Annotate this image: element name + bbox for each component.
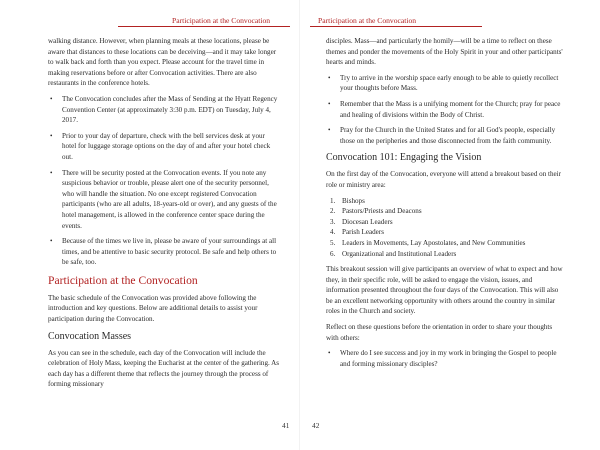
questions-list	[326, 348, 564, 369]
list-item: • Try to arrive in the worship space early enough to be able to quietly recollect your thoughts before Mass.	[326, 73, 564, 94]
role-label: Bishops	[342, 196, 365, 205]
role-number: 1.	[330, 196, 336, 205]
list-item	[326, 249, 564, 260]
list-item	[326, 206, 564, 217]
role-label: Diocesan Leaders	[342, 217, 393, 226]
list-item	[326, 196, 564, 207]
role-label: Parish Leaders	[342, 228, 384, 237]
mass-tips-list	[326, 73, 564, 147]
left-page-number: 41	[282, 421, 290, 430]
role-label: Organizational and Institutional Leaders	[342, 249, 457, 258]
vision-paragraph: On the first day of the Convocation, everyone will attend a breakout based on their role or ministry area:	[326, 170, 562, 189]
section-paragraph: The basic schedule of the Convocation was provided above following the introduction and key questions. Below are additional details to assist your participation during the Convocation.	[48, 293, 258, 324]
section-heading: Participation at the Convocation	[48, 273, 198, 287]
left-bullet-list	[48, 94, 280, 268]
list-item	[326, 217, 564, 228]
list-item	[326, 238, 564, 249]
list-item: • Where do I see success and joy in my work in bringing the Gospel to people and forming missionary disciples?	[326, 348, 564, 369]
role-number: 2.	[330, 207, 336, 216]
right-page-number: 42	[312, 421, 320, 430]
reflect-paragraph: Reflect on these questions before the orientation in order to share your thoughts with others:	[326, 323, 553, 342]
list-item: • There will be security posted at the Convocation events. If you note any suspicious behavior or trouble, please alert one of the security personnel, who will handle the situation. No one except registered Convocation participants (who are all adults, 18-years-old or over), and any guests of the hotel management, is allowed in the conference center space during the events.	[48, 168, 280, 232]
breakout-paragraph: This breakout session will give participants an overview of what to expect and how they, in their specific role, will be asked to engage the vision, issues, and information presented throughout the four days of the Convocation. This will also be an excellent networking opportunity with others around the country in similar roles in the Church and society.	[326, 265, 563, 316]
masses-paragraph: As you can see in the schedule, each day of the Convocation will include the celebration of Holy Mass, keeping the Eucharist at the center of the gathering. As each day has a different theme that reflects the journey through the process of forming missionary	[48, 348, 280, 389]
roles-list	[326, 196, 564, 260]
list-item: • Prior to your day of departure, check with the bell services desk at your hotel for luggage storage options on the day of and after your hotel check out.	[48, 131, 280, 163]
list-item: • Pray for the Church in the United States and for all God's people, especially those on the peripheries and those disconnected from the faith community.	[326, 125, 564, 146]
role-number: 4.	[330, 228, 336, 237]
right-page	[300, 0, 600, 450]
left-running-head: Participation at the Convocation	[118, 16, 290, 27]
role-number: 3.	[330, 217, 336, 226]
list-item	[326, 227, 564, 238]
right-page-content	[326, 36, 564, 374]
list-item: • The Convocation concludes after the Mass of Sending at the Hyatt Regency Convention Center (at approximately 3:30 p.m. EDT) on Tuesday, July 4, 2017.	[48, 94, 280, 126]
role-number: 5.	[330, 238, 336, 247]
role-number: 6.	[330, 249, 336, 258]
role-label: Leaders in Movements, Lay Apostolates, and New Communities	[342, 238, 526, 247]
left-page-content	[48, 36, 280, 395]
vision-subheading: Convocation 101: Engaging the Vision	[326, 152, 482, 164]
right-running-head: Participation at the Convocation	[310, 16, 482, 27]
list-item: • Because of the times we live in, please be aware of your surroundings at all times, and be attentive to basic security protocol. Be safe and help others to be safe, too.	[48, 236, 280, 268]
masses-subheading: Convocation Masses	[48, 330, 132, 342]
list-item: • Remember that the Mass is a unifying moment for the Church; pray for peace and healing of divisions within the Body of Christ.	[326, 99, 564, 120]
right-intro-paragraph: disciples. Mass—and particularly the homily—will be a time to reflect on these themes and ponder the movements of the Holy Spirit in your and other participants' hearts and minds.	[326, 37, 563, 67]
left-intro-paragraph: walking distance. However, when planning meals at these locations, please be aware that distances to these locations can be deceiving—and it may take longer to walk back and forth than you expect. Please account for the travel time in making reservations before or after Convocation activities. There are also restaurants in the conference hotels.	[48, 37, 277, 88]
role-label: Pastors/Priests and Deacons	[342, 207, 422, 216]
